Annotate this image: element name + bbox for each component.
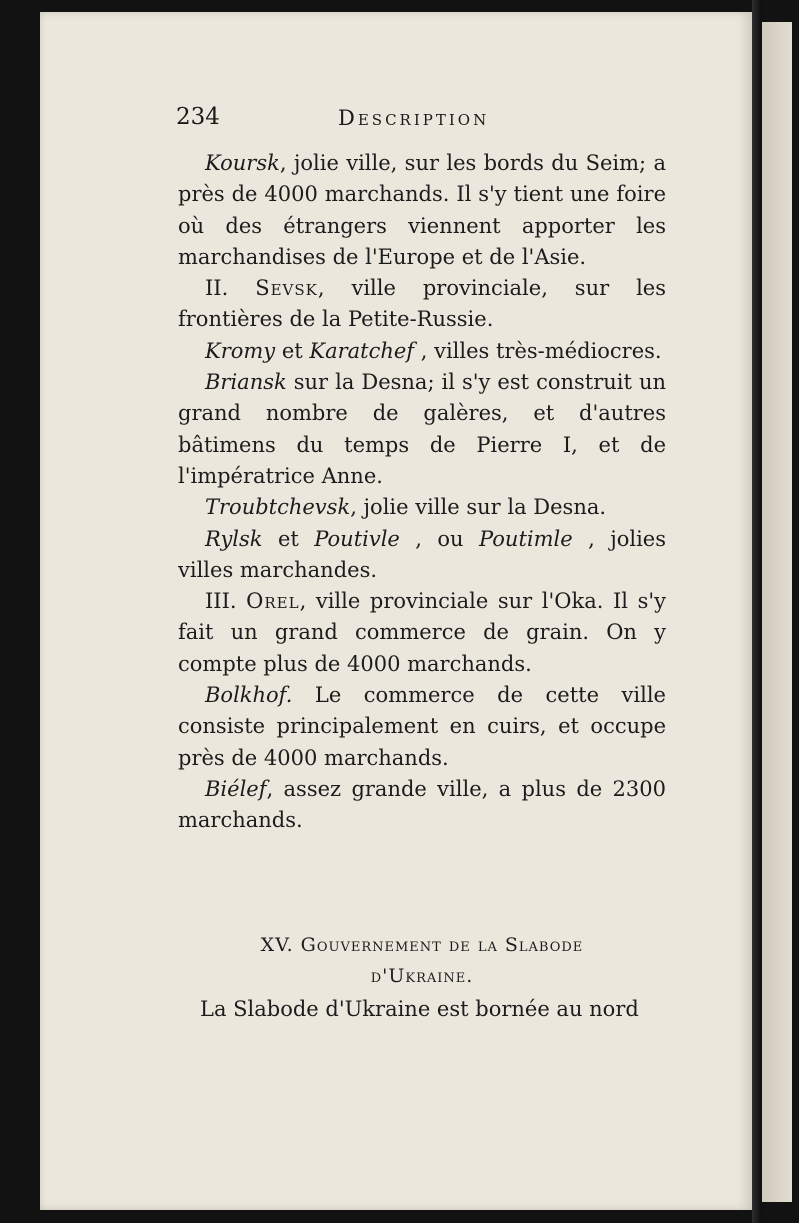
paragraph-text: III. (205, 589, 247, 614)
paragraph-text: II. (205, 276, 256, 301)
paragraph-text: Le commerce de cette ville consiste principalement en cuirs, et occupe près de 4000 marchands. (178, 683, 666, 770)
paragraph (178, 336, 666, 367)
running-title: Description (338, 106, 490, 130)
paragraph-text: et (262, 526, 315, 551)
place-name: Troubtchevsk (205, 495, 351, 520)
place-name: Rylsk (205, 526, 263, 551)
place-name: Koursk (205, 151, 280, 175)
facing-page-edge (762, 22, 792, 1202)
page-number: 234 (176, 104, 220, 130)
paragraph (178, 148, 666, 273)
province-name: Orel (246, 589, 300, 614)
paragraph (178, 273, 666, 336)
paragraph-text: , ville provinciale, sur les frontières de la Petite-Russie. (178, 276, 666, 332)
place-name: Bolkhof. (205, 683, 293, 708)
section-first-line: La Slabode d'Ukraine est bornée au nord (200, 997, 639, 1021)
place-name: Kromy (205, 338, 276, 363)
paragraph (178, 680, 666, 774)
place-name: Poutivle (314, 526, 400, 551)
section-heading (178, 930, 666, 992)
paragraph (178, 586, 666, 680)
paragraph (178, 367, 666, 492)
paragraph-text: sur la Desna; il s'y est construit un grand nombre de galères, et d'autres bâtimens du temps de Pierre I, et de l'impératrice Anne. (178, 370, 666, 488)
paragraph-text: , jolies villes marchandes. (178, 526, 666, 582)
paragraph-text: et (275, 338, 310, 363)
section-heading-line-2: d'Ukraine. (370, 965, 474, 987)
paragraph-text: , jolie ville sur la Desna. (350, 495, 607, 520)
paragraph-text: , assez grande ville, a plus de 2300 marchands. (178, 776, 666, 833)
paragraph-text: , ville provinciale sur l'Oka. Il s'y fait un grand commerce de grain. On y compte plus de 4000 marchands. (178, 589, 666, 676)
paragraph (178, 524, 666, 587)
place-name: Briansk (205, 370, 287, 395)
province-name: Sevsk (255, 276, 318, 301)
paragraph (178, 492, 666, 523)
section-heading-line-1: XV. Gouvernement de la Slabode (260, 934, 584, 956)
book-spine (752, 0, 762, 1223)
paragraph-text: , villes très-médiocres. (414, 338, 662, 363)
place-name: Biélef (205, 776, 267, 801)
paragraph (178, 774, 666, 837)
paragraph-text: , ou (399, 526, 479, 551)
place-name: Poutimle (479, 526, 573, 551)
body-text (178, 148, 666, 837)
paragraph-text: , jolie ville, sur les bords du Seim; a près de 4000 marchands. Il s'y tient une foire où des étrangers viennent apporter les marchandises de l'Europe et de l'Asie. (178, 151, 666, 269)
place-name: Karatchef (309, 338, 415, 363)
